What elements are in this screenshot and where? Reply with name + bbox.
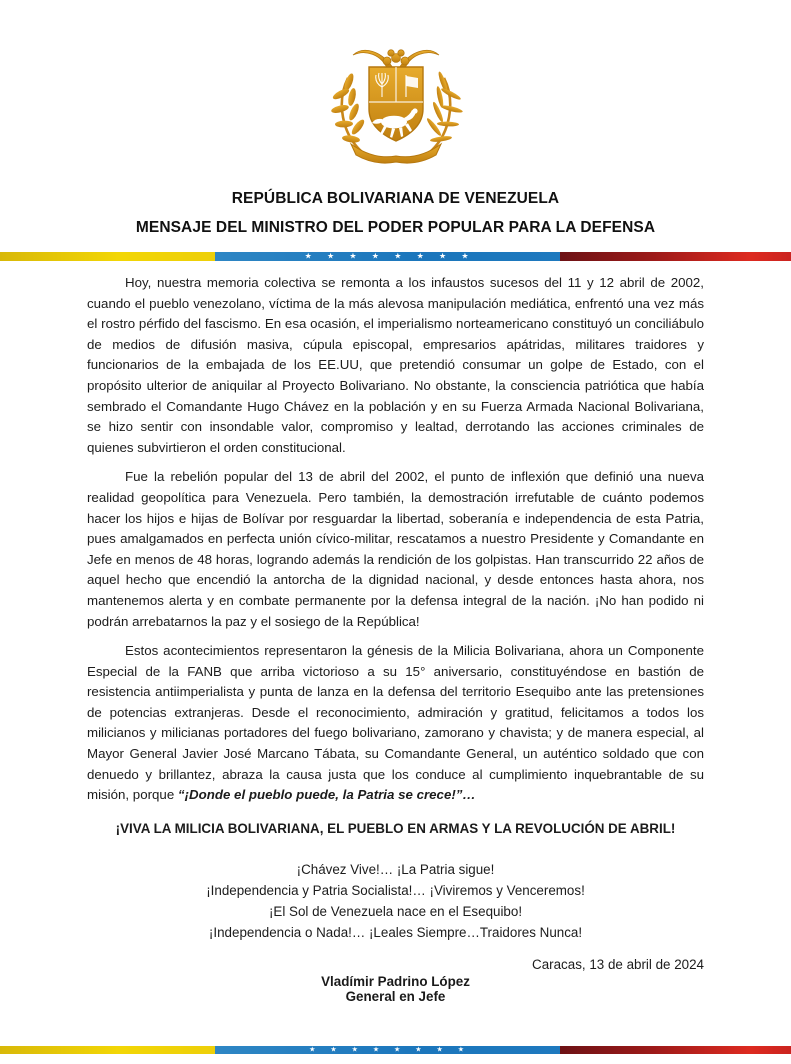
laurel-branch-icon — [330, 72, 366, 152]
flag-red-band — [560, 1046, 791, 1054]
viva-line: ¡VIVA LA MILICIA BOLIVARIANA, EL PUEBLO EN ARMAS Y LA REVOLUCIÓN DE ABRIL! — [115, 820, 676, 836]
title-republic: REPÚBLICA BOLIVARIANA DE VENEZUELA — [231, 190, 560, 207]
title-message: MENSAJE DEL MINISTRO DEL PODER POPULAR PARA LA DEFENSA — [135, 219, 656, 236]
slogan-4: ¡Independencia o Nada!… ¡Leales Siempre…Traidores Nunca! — [208, 925, 583, 941]
dateline: Caracas, 13 de abril de 2024 — [532, 957, 704, 973]
slogan-3: ¡El Sol de Venezuela nace en el Esequibo! — [268, 904, 523, 920]
slogans-block — [87, 859, 704, 943]
slogan-2: ¡Independencia y Patria Socialista!… ¡Viviremos y Venceremos! — [206, 883, 585, 899]
signature-name: Vladímir Padrino López — [321, 974, 470, 990]
cornucopia-icon — [353, 50, 439, 68]
shield-icon — [369, 67, 423, 141]
flag-divider-top — [0, 252, 791, 261]
paragraph-1: Hoy, nuestra memoria colectiva se remonta a los infaustos sucesos del 11 y 12 abril de 2002, cuando el pueblo venezolano, víctima de la más alevosa manipulación mediática, enfrentó una vez más el rostro pérfido del fascismo. En esa ocasión, el imperialismo norteamericano constituyó un conciliábulo de medios de difusión masiva, cúpula episcopal, empresarios apátridas, militares traidores y funcionarios de la embajada de los EE.UU, que pretendió consumar un golpe de Estado, con el propósito ulterior de aniquilar al Proyecto Bolivariano. No obstante, la consciencia patriótica que había sembrado el Comandante Hugo Chávez en la población y en su Fuerza Armada Nacional Bolivariana, se hizo sentir con insondable valor, compromiso y lealtad, derrotando las acciones criminales de quienes subvirtieron el orden constitucional. — [87, 275, 704, 455]
flag-yellow-band — [0, 1046, 215, 1054]
paragraph-2: Fue la rebelión popular del 13 de abril del 2002, el punto de inflexión que definió una nueva realidad geopolítica para Venezuela. Pero también, la demostración irrefutable de cuánto podemos hacer los hijos e hijas de Bolívar por resguardar la libertad, soberanía e independencia de esta Patria, pues amalgamados en perfecta unión cívico-militar, rescatamos a nuestro Presidente y Comandante en Jefe en menos de 48 horas, logrando además la rendición de los golpistas. Han transcurrido 22 años de aquel hecho que encendió la antorcha de la dignidad nacional, y desde entonces hasta ahora, nos mantenemos alerta y en combate permanente por la defensa integral de la nación. ¡No han podido ni podrán arrebatarnos la paz y el sosiego de la República! — [87, 469, 704, 629]
signature-rank: General en Jefe — [345, 989, 446, 1005]
paragraph-3-quote: “¡Donde el pueblo puede, la Patria se crece!”… — [177, 787, 476, 803]
venezuela-coat-of-arms-icon — [321, 40, 471, 174]
flag-yellow-band — [0, 252, 215, 261]
letter-body — [0, 273, 791, 943]
paragraph-3-lead: Estos acontecimientos representaron la génesis de la Milicia Bolivariana, ahora un Componente Especial de la FANB que arriba victorioso a su 15° aniversario, constituyéndose en bastión de resistencia antiimperialista y punta de lanza en la defensa del territorio Esequibo ante las pretensiones de potencias extranjeras. Desde el reconocimiento, admiración y gratitud, felicitamos a todos los milicianos y milicianas portadores del fuego bolivariano, zamorano y chavista; y de manera especial, al Mayor General Javier José Marcano Tábata, su Comandante General, un auténtico soldado que con denuedo y brillantez, abraza la causa justa que los conduce al cumplimiento inquebrantable de su misión, porque — [87, 643, 704, 803]
paragraph-3 — [87, 641, 704, 806]
flag-blue-band — [215, 1046, 560, 1054]
flag-blue-band — [215, 252, 560, 261]
palm-branch-icon — [425, 71, 463, 152]
slogan-1: ¡Chávez Vive!… ¡La Patria sigue! — [296, 862, 495, 878]
flag-red-band — [560, 252, 791, 261]
document-page — [0, 40, 791, 1064]
flag-divider-bottom — [0, 1046, 791, 1054]
flag-stars-icon: ★ ★ ★ ★ ★ ★ ★ ★ — [304, 251, 471, 260]
flag-stars-icon: ★ ★ ★ ★ ★ ★ ★ ★ — [309, 1046, 466, 1053]
ribbon-icon — [351, 144, 441, 163]
